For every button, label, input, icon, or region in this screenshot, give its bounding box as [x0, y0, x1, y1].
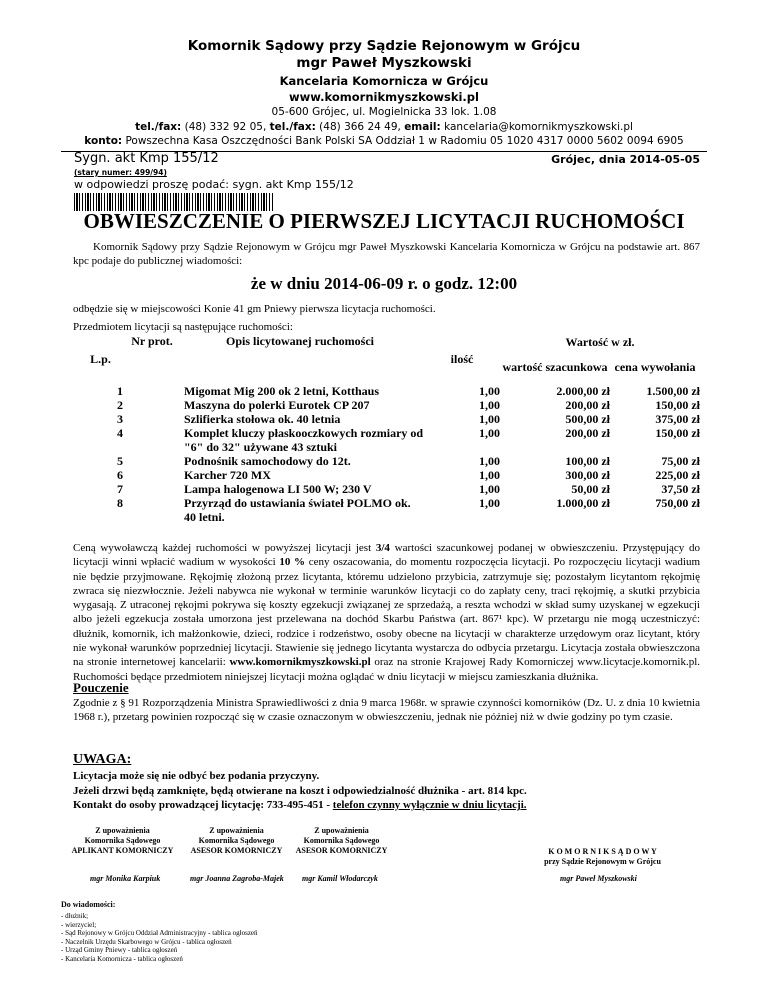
pouczenie-title: Pouczenie: [73, 680, 129, 695]
distribution-item: - Urząd Gminy Pniewy - tablica ogłoszeń: [61, 946, 178, 954]
intro-paragraph: Komornik Sądowy przy Sądzie Rejonowym w Grójcu mgr Paweł Myszkowski Kancelaria Komornicza w Grójcu na podstawie art. 867 kpc podaje do publicznej wiadomości:: [73, 241, 700, 267]
pouczenie-text: Zgodnie z § 91 Rozporządzenia Ministra Sprawiedliwości z dnia 9 marca 1968r. w sprawie czynności komorników (Dz. U. z dnia 10 kwietnia 1968 r.), przetarg powinien rozpocząć się w czasie oznaczonym w obwieszczeniu, jednak nie później niż w dwie godziny po tym czasie.: [73, 697, 700, 723]
signature-block-3: [289, 826, 394, 856]
row-lp: 8: [117, 496, 123, 510]
items-table: [73, 334, 700, 524]
col-nr: Nr prot.: [131, 334, 173, 348]
tel2: (48) 366 24 49,: [319, 121, 401, 133]
distribution-list: [61, 912, 258, 963]
bailiff-line1: K O M O R N I K S Ą D O W Y: [548, 847, 657, 856]
signer-3: mgr Kamil Włodarczyk: [302, 874, 378, 883]
col-opis: Opis licytowanej ruchomości: [226, 334, 374, 348]
sig2-line3: ASESOR KOMORNICZY: [190, 846, 283, 855]
auction-date: że w dniu 2014-06-09 r. o godz. 12:00: [250, 274, 518, 293]
row-ilosc: 1,00: [479, 482, 500, 496]
sig2-line2: Komornika Sądowego: [198, 836, 275, 845]
row-lp: 3: [117, 412, 123, 426]
row-cena: 1.500,00 zł: [646, 384, 700, 398]
table-intro: Przedmiotem licytacji są następujące ruchomości:: [73, 321, 293, 333]
row-nr: [128, 426, 176, 454]
bailiff-line2: przy Sądzie Rejonowym w Grójcu: [544, 857, 661, 866]
account: Powszechna Kasa Oszczędności Bank Polski SA Oddział 1 w Radomiu 05 1020 4317 0000 5602 0094 6905: [125, 135, 684, 147]
col-wartosc: Wartość w zł.: [565, 335, 635, 349]
row-cena: 750,00 zł: [655, 496, 700, 510]
row-cena: 150,00 zł: [655, 398, 700, 412]
sig1-line2: Komornika Sądowego: [84, 836, 161, 845]
row-szac: 200,00 zł: [565, 398, 610, 412]
conditions-paragraph: [73, 541, 700, 684]
sig3-line1: Z upoważnienia: [314, 826, 369, 835]
cond-frac: 3/4: [375, 542, 390, 554]
row-ilosc: 1,00: [479, 496, 500, 510]
sig3-line2: Komornika Sądowego: [303, 836, 380, 845]
row-szac: 200,00 zł: [565, 426, 610, 440]
col-cena: cena wywołania: [614, 360, 696, 374]
distribution-item: - Sąd Rejonowy w Grójcu Oddział Administracyjny - tablica ogłoszeń: [61, 929, 258, 937]
table-row: [73, 412, 700, 426]
uwaga-line-2: Jeżeli drzwi będą zamknięte, będą otwierane na koszt i odpowiedzialność dłużnika - art. 814 kpc.: [73, 785, 527, 797]
case-signature: Sygn. akt Kmp 155/12: [74, 151, 219, 166]
bailiff-block: [530, 847, 675, 867]
contact-hours: telefon czynny wyłącznie w dniu licytacji.: [332, 799, 527, 811]
bailiff-name: mgr Paweł Myszkowski: [296, 55, 472, 71]
table-row: [73, 398, 700, 412]
row-opis: Maszyna do polerki Eurotek CP 207: [184, 398, 370, 412]
tel: (48) 332 92 05,: [184, 121, 267, 133]
website: www.komornikmyszkowski.pl: [289, 90, 479, 104]
sig2-line1: Z upoważnienia: [209, 826, 264, 835]
email: kancelaria@komornikmyszkowski.pl: [444, 121, 633, 133]
document-title: OBWIESZCZENIE O PIERWSZEJ LICYTACJI RUCHOMOŚCI: [83, 209, 685, 233]
row-nr: [128, 496, 176, 524]
row-cena: 75,00 zł: [661, 454, 700, 468]
row-opis: Przyrząd do ustawiania świateł POLMO ok. 40 letni.: [184, 496, 411, 524]
distribution-item: - dłużnik;: [61, 912, 89, 920]
issue-date: Grójec, dnia 2014-05-05: [551, 153, 700, 166]
col-ilosc: ilość: [450, 352, 474, 366]
sig1-line1: Z upoważnienia: [95, 826, 150, 835]
row-ilosc: 1,00: [479, 384, 500, 398]
row-nr: [128, 398, 176, 412]
account-line: [0, 135, 768, 147]
cond-pct: 10 %: [279, 556, 306, 569]
reply-reference: w odpowiedzi proszę podać: sygn. akt Kmp 155/12: [74, 178, 354, 191]
uwaga-line-1: Licytacja może się nie odbyć bez podania przyczyny.: [73, 770, 320, 782]
row-lp: 5: [117, 454, 123, 468]
row-opis: Szlifierka stołowa ok. 40 letnia: [184, 412, 341, 426]
distribution-item: - Kancelaria Komornicza - tablica ogłoszeń: [61, 954, 183, 963]
tel2-label: tel./fax:: [269, 121, 316, 133]
sig3-line3: ASESOR KOMORNICZY: [295, 846, 388, 855]
row-nr: [128, 482, 176, 496]
col-lp: L.p.: [90, 352, 111, 366]
court-name: Komornik Sądowy przy Sądzie Rejonowym w Grójcu: [187, 38, 581, 54]
email-label: email:: [404, 121, 441, 133]
row-szac: 1.000,00 zł: [556, 496, 610, 510]
row-ilosc: 1,00: [479, 398, 500, 412]
row-opis: Podnośnik samochodowy do 12t.: [184, 454, 351, 468]
signer-1: mgr Monika Karpiuk: [90, 874, 161, 883]
cond-p3: ceny oszacowania, do momentu rozpoczęcia licytacji. Po rozpoczęciu licytacji wadium nie będzie przyjmowane. Rękojmię złożoną przez licytanta, któremu udzielono przybicia, zatrzymuje się; pozostałym licytantom rękojmię zwraca się niezwłocznie. Jeżeli nabywca nie wykonał w terminie warunków licytacji co do zapłaty ceny, traci rękojmię, a skutki przybicia wygasają. Z utraconej rękojmi pokrywa się koszty egzekucji związanej ze sprzedażą, a reszta wchodzi w skład sumy uzyskanej w egzekucji albo jeżeli egzekucja została umorzona jest przelewana na dochód Skarbu Państwa (art. 867¹ kpc). W przetargu nie mogą uczestniczyć: dłużnik, komornik, ich małżonkowie, dzieci, rodzice i rodzeństwo, osoby obecne na licytacji w charakterze urzędowym oraz licytant, który nie wykonał warunków poprzedniej licytacji. Stawienie się jednego licytanta wystarcza do odbycia przetargu. Licytacja została obwieszczona na stronie internetowej kancelarii:: [73, 556, 701, 669]
cond-p1: Ceną wywoławczą każdej ruchomości w powyższej licytacji jest: [73, 542, 372, 554]
row-ilosc: 1,00: [479, 468, 500, 482]
sig1-line3: APLIKANT KOMORNICZY: [71, 846, 174, 855]
row-cena: 225,00 zł: [655, 468, 700, 482]
row-lp: 7: [117, 482, 123, 496]
row-szac: 300,00 zł: [565, 468, 610, 482]
row-ilosc: 1,00: [479, 454, 500, 468]
row-opis: Karcher 720 MX: [184, 468, 271, 482]
row-opis: Migomat Mig 200 ok 2 letni, Kotthaus: [184, 384, 379, 398]
row-opis: Komplet kluczy płaskooczkowych rozmiary od "6" do 32" używane 43 sztuki: [184, 426, 424, 454]
row-nr: [128, 412, 176, 426]
row-ilosc: 1,00: [479, 426, 500, 440]
cond-p4: oraz na stronie Krajowej Rady Komorniczej www.licytacje.komornik.pl. Ruchomości będące przedmiotem niniejszej licytacji można oglądać w dniu licytacji w miejscu zamieszkania dłużnika.: [73, 656, 700, 683]
items-body: [73, 384, 700, 524]
row-szac: 100,00 zł: [565, 454, 610, 468]
row-nr: [128, 384, 176, 398]
row-cena: 37,50 zł: [661, 482, 700, 496]
uwaga-title: UWAGA:: [73, 752, 132, 767]
table-row: [73, 426, 700, 454]
row-nr: [128, 468, 176, 482]
signature-block-2: [184, 826, 289, 856]
table-row: [73, 482, 700, 496]
table-row: [73, 468, 700, 482]
signature-block-1: [60, 826, 185, 856]
account-label: konto:: [84, 135, 123, 147]
row-szac: 500,00 zł: [565, 412, 610, 426]
row-ilosc: 1,00: [479, 412, 500, 426]
row-nr: [128, 454, 176, 468]
office-name: Kancelaria Komornicza w Grójcu: [279, 74, 489, 88]
row-opis: Lampa halogenowa LI 500 W; 230 V: [184, 482, 372, 496]
tel-label: tel./fax:: [135, 121, 182, 133]
row-cena: 150,00 zł: [655, 426, 700, 440]
distribution-title: Do wiadomości:: [61, 900, 116, 909]
contact-text: Kontakt do osoby prowadzącej licytację: 733-495-451 -: [73, 799, 331, 811]
bailiff-signer: mgr Paweł Myszkowski: [560, 874, 637, 883]
signer-2: mgr Joanna Zagroba-Majek: [190, 874, 284, 883]
row-lp: 1: [117, 384, 123, 398]
row-lp: 2: [117, 398, 123, 412]
distribution-item: - wierzyciel;: [61, 920, 97, 929]
contact-line: [0, 121, 768, 133]
table-row: [73, 384, 700, 398]
distribution-item: - Naczelnik Urzędu Skarbowego w Grójcu - tablica ogłoszeń: [61, 937, 232, 946]
address: 05-600 Grójec, ul. Mogielnicka 33 lok. 1.08: [271, 106, 497, 118]
row-szac: 50,00 zł: [571, 482, 610, 496]
table-row: [73, 496, 700, 524]
cond-p2: wartości szacunkowej podanej w obwieszczeniu. Przystępujący do licytacji winni wpłacić wadium w wysokości: [73, 542, 701, 569]
uwaga-line-3: [73, 799, 527, 811]
table-row: [73, 454, 700, 468]
old-number: (stary numer: 499/94): [74, 168, 167, 177]
cond-site: www.komornikmyszkowski.pl: [229, 656, 371, 669]
auction-place: odbędzie się w miejscowości Konie 41 gm Pniewy pierwsza licytacja ruchomości.: [73, 303, 436, 315]
row-lp: 4: [117, 426, 123, 440]
row-szac: 2.000,00 zł: [556, 384, 610, 398]
row-lp: 6: [117, 468, 123, 482]
row-cena: 375,00 zł: [655, 412, 700, 426]
col-szac: wartość szacunkowa: [502, 360, 608, 374]
